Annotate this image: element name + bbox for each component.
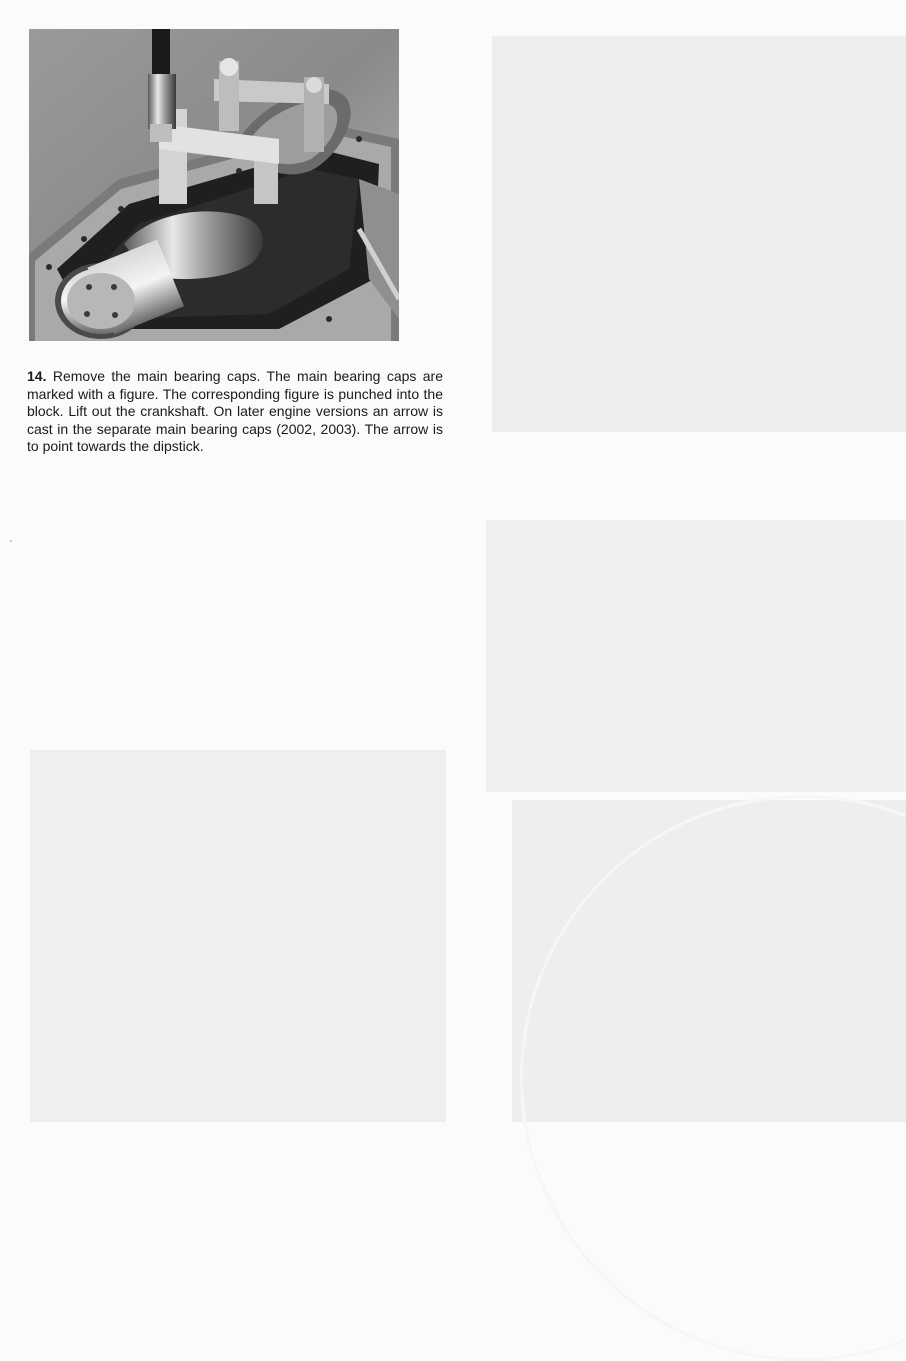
show-through-region xyxy=(486,520,906,792)
engine-illustration xyxy=(29,29,399,341)
engine-photo xyxy=(29,29,399,341)
step-number: 14. xyxy=(27,368,47,384)
show-through-region xyxy=(30,750,446,1122)
step-text: Remove the main bearing caps. The main bearing caps are marked with a figure. The corresponding figure is punched into the block. Lift out the crankshaft. On later engine versions an arrow is cast in the separate main bearing caps (2002, 2003). The arrow is to point towards the dipstick. xyxy=(27,368,443,454)
show-through-region xyxy=(492,36,906,432)
step-caption xyxy=(27,368,443,456)
paper-speck xyxy=(10,540,12,542)
